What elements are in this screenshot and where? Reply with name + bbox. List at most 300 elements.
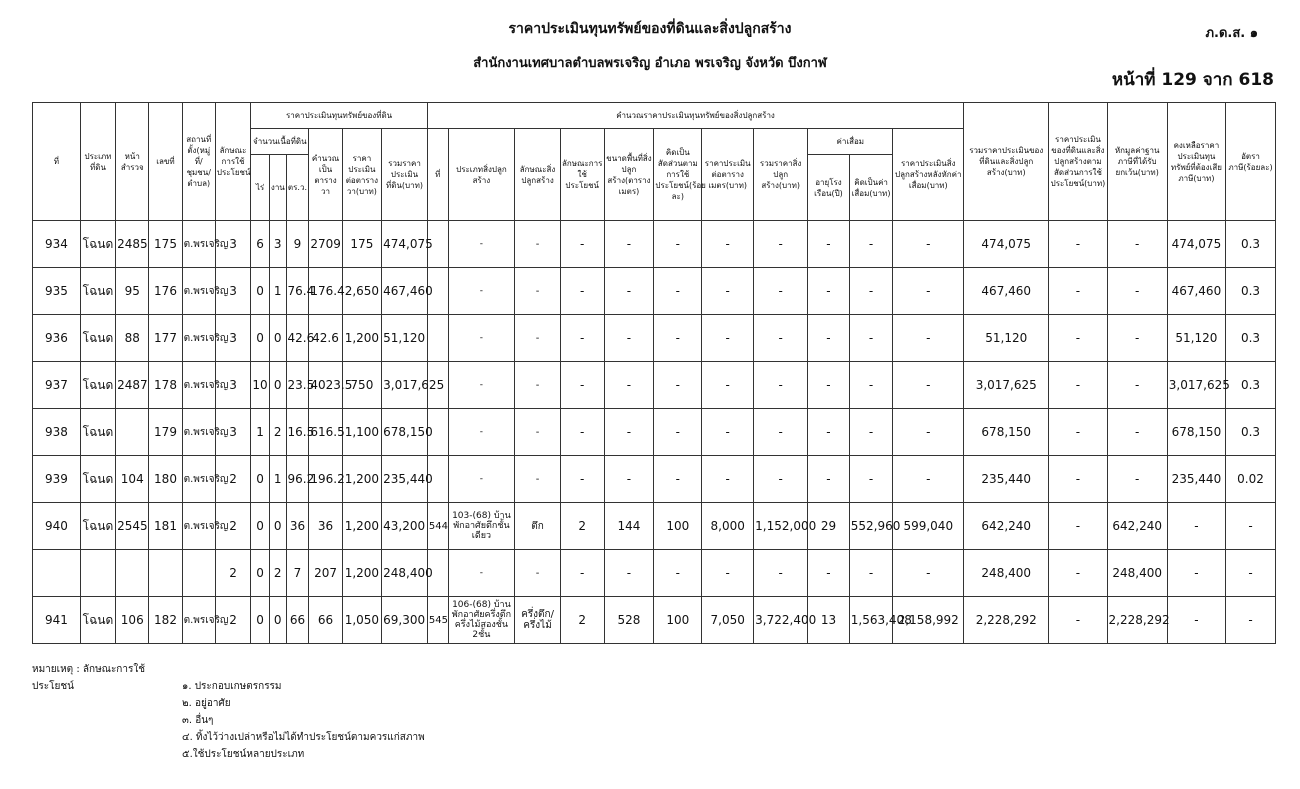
cell-survey-page — [116, 409, 149, 456]
cell-bld-no: 545 — [427, 597, 448, 644]
cell-survey-page: 2487 — [116, 362, 149, 409]
cell-grand-total: 3,017,625 — [964, 362, 1049, 409]
cell-bld-use: - — [560, 550, 604, 597]
cell-bld-total: - — [754, 409, 808, 456]
col-rai: ไร่ — [251, 155, 270, 221]
col-location: สถานที่ตั้ง(หมู่ที่/ชุมชน/ตำบล) — [182, 103, 215, 221]
cell-rai: 10 — [251, 362, 270, 409]
cell-bld-use: - — [560, 268, 604, 315]
col-rate: อัตราภาษี(ร้อยละ) — [1225, 103, 1275, 221]
cell-rate: 0.3 — [1225, 221, 1275, 268]
cell-grand-total: 51,120 — [964, 315, 1049, 362]
cell-taxable: 235,440 — [1167, 456, 1225, 503]
footnote-line — [32, 661, 425, 695]
col-survey-page: หน้าสำรวจ — [116, 103, 149, 221]
cell-land-type: โฉนด — [80, 456, 115, 503]
col-land-total: รวมราคาประเมินที่ดิน(บาท) — [382, 129, 428, 221]
cell-proportion: - — [1049, 268, 1107, 315]
cell-bld-price: - — [702, 362, 754, 409]
cell-deduction: 248,400 — [1107, 550, 1167, 597]
table-row — [33, 597, 1276, 644]
cell-ngan: 2 — [269, 409, 286, 456]
cell-no: 941 — [33, 597, 81, 644]
cell-bld-kind: ตึก — [515, 503, 561, 550]
cell-no: 937 — [33, 362, 81, 409]
cell-bld-price: - — [702, 409, 754, 456]
cell-bld-size: - — [604, 409, 654, 456]
col-taxable: คงเหลือราคาประเมินทุนทรัพย์ที่ต้องเสียภาษี(บาท) — [1167, 103, 1225, 221]
cell-wa: 7 — [286, 550, 309, 597]
table-row — [33, 503, 1276, 550]
cell-survey-page: 2485 — [116, 221, 149, 268]
cell-land-total: 235,440 — [382, 456, 428, 503]
cell-bld-price: 8,000 — [702, 503, 754, 550]
cell-survey-page: 106 — [116, 597, 149, 644]
col-grand-total: รวมราคาประเมินของที่ดินและสิ่งปลูกสร้าง(บาท) — [964, 103, 1049, 221]
col-dep-amount: คิดเป็นค่าเสื่อม(บาท) — [849, 155, 893, 221]
cell-bld-use: - — [560, 409, 604, 456]
cell-bld-kind: - — [515, 315, 561, 362]
cell-grand-total: 235,440 — [964, 456, 1049, 503]
cell-no: 936 — [33, 315, 81, 362]
cell-location: ต.พรเจริญ — [182, 315, 215, 362]
cell-land-type: โฉนด — [80, 597, 115, 644]
cell-deduction: - — [1107, 221, 1167, 268]
report-subtitle: สำนักงานเทศบาลตำบลพรเจริญ อำเภอ พรเจริญ จังหวัด บึงกาฬ — [473, 56, 827, 71]
cell-bld-size: - — [604, 550, 654, 597]
footnote-item: ๑. ประกอบเกษตรกรรม — [182, 681, 282, 692]
cell-number: 180 — [149, 456, 182, 503]
cell-bld-size: - — [604, 456, 654, 503]
cell-ngan: 0 — [269, 315, 286, 362]
cell-proportion: - — [1049, 503, 1107, 550]
cell-sqwa: 66 — [309, 597, 342, 644]
col-bld-use: ลักษณะการใช้ประโยชน์ — [560, 129, 604, 221]
footnotes — [32, 661, 425, 763]
cell-grand-total: 248,400 — [964, 550, 1049, 597]
cell-bld-type: - — [448, 221, 515, 268]
cell-proportion: - — [1049, 362, 1107, 409]
col-bld-kind: ลักษณะสิ่งปลูกสร้าง — [515, 129, 561, 221]
table-row — [33, 315, 1276, 362]
cell-sqwa: 4023.5 — [309, 362, 342, 409]
cell-land-total: 43,200 — [382, 503, 428, 550]
cell-bld-net: - — [893, 221, 964, 268]
cell-sqwa: 42.6 — [309, 315, 342, 362]
cell-use-type: 2 — [215, 597, 250, 644]
cell-wa: 9 — [286, 221, 309, 268]
cell-taxable: 3,017,625 — [1167, 362, 1225, 409]
cell-ngan: 3 — [269, 221, 286, 268]
col-group-building: คำนวณราคาประเมินทุนทรัพย์ของสิ่งปลูกสร้าง — [427, 103, 963, 129]
cell-bld-total: - — [754, 456, 808, 503]
cell-proportion: - — [1049, 409, 1107, 456]
col-land-type: ประเภทที่ดิน — [80, 103, 115, 221]
cell-ngan: 0 — [269, 597, 286, 644]
cell-rai: 0 — [251, 550, 270, 597]
cell-location: ต.พรเจริญ — [182, 409, 215, 456]
cell-bld-ratio: 100 — [654, 503, 702, 550]
cell-no: 939 — [33, 456, 81, 503]
cell-deduction: - — [1107, 409, 1167, 456]
cell-land-type: โฉนด — [80, 409, 115, 456]
cell-land-type: โฉนด — [80, 503, 115, 550]
cell-bld-net: - — [893, 315, 964, 362]
cell-bld-type: 106-(68) บ้านพักอาศัยครึ่งตึกครึ่งไม้สองชั้น 2ชั้น — [448, 597, 515, 644]
col-ngan: งาน — [269, 155, 286, 221]
cell-bld-kind: - — [515, 550, 561, 597]
cell-price-per-wa: 1,200 — [342, 503, 381, 550]
cell-bld-size: - — [604, 268, 654, 315]
cell-use-type: 3 — [215, 268, 250, 315]
cell-rai: 6 — [251, 221, 270, 268]
footnote-line — [32, 729, 425, 746]
cell-location: ต.พรเจริญ — [182, 503, 215, 550]
cell-use-type: 2 — [215, 456, 250, 503]
cell-taxable: 474,075 — [1167, 221, 1225, 268]
cell-bld-use: - — [560, 221, 604, 268]
col-bld-price: ราคาประเมินต่อตารางเมตร(บาท) — [702, 129, 754, 221]
cell-rate: 0.3 — [1225, 315, 1275, 362]
cell-dep-age: 13 — [808, 597, 850, 644]
cell-sqwa: 36 — [309, 503, 342, 550]
cell-proportion: - — [1049, 221, 1107, 268]
cell-use-type: 3 — [215, 221, 250, 268]
cell-no: 934 — [33, 221, 81, 268]
cell-grand-total: 678,150 — [964, 409, 1049, 456]
cell-wa: 76.4 — [286, 268, 309, 315]
cell-land-type: โฉนด — [80, 221, 115, 268]
cell-bld-total: - — [754, 268, 808, 315]
cell-rate: - — [1225, 503, 1275, 550]
cell-grand-total: 2,228,292 — [964, 597, 1049, 644]
cell-dep-age: - — [808, 409, 850, 456]
cell-bld-no — [427, 315, 448, 362]
cell-land-total: 248,400 — [382, 550, 428, 597]
cell-sqwa: 207 — [309, 550, 342, 597]
cell-bld-price: - — [702, 456, 754, 503]
footnote-item: ๓. อื่นๆ — [182, 715, 214, 726]
cell-dep-age: - — [808, 268, 850, 315]
cell-use-type: 2 — [215, 550, 250, 597]
col-group-land: ราคาประเมินทุนทรัพย์ของที่ดิน — [251, 103, 428, 129]
cell-land-total: 3,017,625 — [382, 362, 428, 409]
cell-price-per-wa: 1,050 — [342, 597, 381, 644]
cell-grand-total: 642,240 — [964, 503, 1049, 550]
col-no: ที่ — [33, 103, 81, 221]
cell-land-total: 51,120 — [382, 315, 428, 362]
cell-bld-type: - — [448, 315, 515, 362]
cell-taxable: - — [1167, 503, 1225, 550]
cell-bld-kind: - — [515, 409, 561, 456]
cell-wa: 42.6 — [286, 315, 309, 362]
cell-sqwa: 196.2 — [309, 456, 342, 503]
col-bld-size: ขนาดพื้นที่สิ่งปลูกสร้าง(ตารางเมตร) — [604, 129, 654, 221]
col-group-area: จำนวนเนื้อที่ดิน — [251, 129, 309, 155]
cell-survey-page: 88 — [116, 315, 149, 362]
cell-survey-page: 95 — [116, 268, 149, 315]
cell-deduction: - — [1107, 362, 1167, 409]
cell-deduction: 642,240 — [1107, 503, 1167, 550]
footnote-item: ๕.ใช้ประโยชน์หลายประเภท — [182, 749, 305, 760]
cell-bld-size: - — [604, 362, 654, 409]
cell-bld-kind: - — [515, 221, 561, 268]
form-code: ภ.ด.ส. ๑ — [1205, 26, 1258, 41]
cell-bld-net: 2,158,992 — [893, 597, 964, 644]
col-use-type: ลักษณะการใช้ประโยชน์ — [215, 103, 250, 221]
cell-bld-ratio: 100 — [654, 597, 702, 644]
table-row — [33, 268, 1276, 315]
col-bld-no: ที่ — [427, 129, 448, 221]
cell-bld-price: - — [702, 221, 754, 268]
cell-survey-page: 104 — [116, 456, 149, 503]
cell-bld-use: 2 — [560, 503, 604, 550]
cell-location: ต.พรเจริญ — [182, 456, 215, 503]
cell-bld-net: - — [893, 409, 964, 456]
cell-price-per-wa: 750 — [342, 362, 381, 409]
cell-proportion: - — [1049, 456, 1107, 503]
cell-dep-age: 29 — [808, 503, 850, 550]
col-sqwa: คำนวณเป็นตารางวา — [309, 129, 342, 221]
cell-number: 179 — [149, 409, 182, 456]
footnote-item: ๒. อยู่อาศัย — [182, 698, 231, 709]
cell-dep-age: - — [808, 315, 850, 362]
cell-land-total: 474,075 — [382, 221, 428, 268]
cell-dep-age: - — [808, 550, 850, 597]
cell-bld-net: - — [893, 550, 964, 597]
cell-ngan: 2 — [269, 550, 286, 597]
cell-location: ต.พรเจริญ — [182, 268, 215, 315]
cell-number: 178 — [149, 362, 182, 409]
cell-dep-amount: 552,960 — [849, 503, 893, 550]
cell-dep-age: - — [808, 362, 850, 409]
cell-rate: - — [1225, 597, 1275, 644]
footnote-label: หมายเหตุ : ลักษณะการใช้ประโยชน์ — [32, 664, 146, 692]
cell-bld-ratio: - — [654, 409, 702, 456]
col-bld-ratio: คิดเป็นสัดส่วนตามการใช้ประโยชน์(ร้อยละ) — [654, 129, 702, 221]
cell-taxable: 678,150 — [1167, 409, 1225, 456]
col-bld-total: รวมราคาสิ่งปลูกสร้าง(บาท) — [754, 129, 808, 221]
table-row — [33, 550, 1276, 597]
cell-location: ต.พรเจริญ — [182, 597, 215, 644]
cell-bld-net: - — [893, 456, 964, 503]
footnote-line — [32, 695, 425, 712]
cell-ngan: 0 — [269, 362, 286, 409]
table-row — [33, 456, 1276, 503]
cell-bld-type: - — [448, 362, 515, 409]
cell-proportion: - — [1049, 550, 1107, 597]
cell-sqwa: 2709 — [309, 221, 342, 268]
cell-bld-use: - — [560, 315, 604, 362]
cell-dep-age: - — [808, 456, 850, 503]
cell-deduction: 2,228,292 — [1107, 597, 1167, 644]
col-wa: ตร.ว. — [286, 155, 309, 221]
cell-use-type: 3 — [215, 362, 250, 409]
cell-rai: 0 — [251, 456, 270, 503]
cell-dep-amount: - — [849, 221, 893, 268]
col-group-depreciation: ค่าเสื่อม — [808, 129, 893, 155]
cell-deduction: - — [1107, 268, 1167, 315]
cell-price-per-wa: 175 — [342, 221, 381, 268]
cell-survey-page — [116, 550, 149, 597]
cell-deduction: - — [1107, 456, 1167, 503]
footnote-line — [32, 712, 425, 729]
cell-ngan: 0 — [269, 503, 286, 550]
cell-price-per-wa: 2,650 — [342, 268, 381, 315]
col-bld-net: ราคาประเมินสิ่งปลูกสร้างหลังหักค่าเสื่อม(บาท) — [893, 129, 964, 221]
cell-bld-kind: - — [515, 362, 561, 409]
cell-deduction: - — [1107, 315, 1167, 362]
cell-sqwa: 176.4 — [309, 268, 342, 315]
cell-no — [33, 550, 81, 597]
cell-bld-total: 1,152,000 — [754, 503, 808, 550]
cell-dep-amount: - — [849, 550, 893, 597]
cell-bld-price: - — [702, 268, 754, 315]
page-indicator: หน้าที่ 129 จาก 618 — [1111, 70, 1274, 90]
cell-bld-net: - — [893, 268, 964, 315]
cell-use-type: 2 — [215, 503, 250, 550]
cell-bld-kind: ครึ่งตึก/ครึ่งไม้ — [515, 597, 561, 644]
cell-bld-size: 144 — [604, 503, 654, 550]
cell-dep-amount: - — [849, 315, 893, 362]
cell-bld-kind: - — [515, 268, 561, 315]
cell-bld-ratio: - — [654, 550, 702, 597]
col-number: เลขที่ — [149, 103, 182, 221]
cell-bld-price: 7,050 — [702, 597, 754, 644]
cell-bld-size: - — [604, 315, 654, 362]
cell-bld-total: - — [754, 550, 808, 597]
cell-number: 181 — [149, 503, 182, 550]
cell-bld-size: - — [604, 221, 654, 268]
cell-number — [149, 550, 182, 597]
cell-dep-amount: 1,563,408 — [849, 597, 893, 644]
cell-bld-price: - — [702, 315, 754, 362]
cell-bld-total: 3,722,400 — [754, 597, 808, 644]
cell-wa: 96.2 — [286, 456, 309, 503]
cell-bld-use: - — [560, 362, 604, 409]
cell-dep-amount: - — [849, 409, 893, 456]
col-dep-age: อายุโรงเรือน(ปี) — [808, 155, 850, 221]
cell-use-type: 3 — [215, 409, 250, 456]
cell-grand-total: 474,075 — [964, 221, 1049, 268]
report-title: ราคาประเมินทุนทรัพย์ของที่ดินและสิ่งปลูกสร้าง — [508, 21, 792, 37]
cell-rai: 0 — [251, 597, 270, 644]
cell-price-per-wa: 1,100 — [342, 409, 381, 456]
cell-sqwa: 616.5 — [309, 409, 342, 456]
col-price-per-wa: ราคาประเมินต่อตารางวา(บาท) — [342, 129, 381, 221]
cell-rate: - — [1225, 550, 1275, 597]
cell-ngan: 1 — [269, 456, 286, 503]
cell-price-per-wa: 1,200 — [342, 315, 381, 362]
cell-bld-ratio: - — [654, 221, 702, 268]
cell-land-total: 69,300 — [382, 597, 428, 644]
cell-location: ต.พรเจริญ — [182, 221, 215, 268]
col-bld-type: ประเภทสิ่งปลูกสร้าง — [448, 129, 515, 221]
cell-bld-ratio: - — [654, 362, 702, 409]
col-deduction: หักมูลค่าฐานภาษีที่ได้รับยกเว้น(บาท) — [1107, 103, 1167, 221]
cell-number: 182 — [149, 597, 182, 644]
cell-location: ต.พรเจริญ — [182, 362, 215, 409]
cell-land-total: 678,150 — [382, 409, 428, 456]
cell-rate: 0.3 — [1225, 268, 1275, 315]
cell-rate: 0.3 — [1225, 362, 1275, 409]
cell-rai: 0 — [251, 315, 270, 362]
cell-rate: 0.02 — [1225, 456, 1275, 503]
cell-bld-total: - — [754, 221, 808, 268]
cell-taxable: - — [1167, 550, 1225, 597]
cell-bld-use: - — [560, 456, 604, 503]
cell-land-type: โฉนด — [80, 315, 115, 362]
cell-taxable: 51,120 — [1167, 315, 1225, 362]
cell-bld-kind: - — [515, 456, 561, 503]
cell-bld-no: 544 — [427, 503, 448, 550]
cell-bld-net: 599,040 — [893, 503, 964, 550]
cell-proportion: - — [1049, 597, 1107, 644]
cell-no: 935 — [33, 268, 81, 315]
cell-dep-amount: - — [849, 268, 893, 315]
col-proportion: ราคาประเมินของที่ดินและสิ่งปลูกสร้างตามสัดส่วนการใช้ประโยชน์(บาท) — [1049, 103, 1107, 221]
cell-wa: 16.5 — [286, 409, 309, 456]
cell-rate: 0.3 — [1225, 409, 1275, 456]
cell-bld-type: - — [448, 268, 515, 315]
cell-use-type: 3 — [215, 315, 250, 362]
cell-bld-type: - — [448, 550, 515, 597]
cell-bld-total: - — [754, 315, 808, 362]
cell-wa: 36 — [286, 503, 309, 550]
cell-number: 176 — [149, 268, 182, 315]
footnote-item: ๔. ทิ้งไว้ว่างเปล่าหรือไม่ได้ทำประโยชน์ตามควรแก่สภาพ — [182, 732, 425, 743]
cell-grand-total: 467,460 — [964, 268, 1049, 315]
cell-location — [182, 550, 215, 597]
cell-no: 938 — [33, 409, 81, 456]
table-row — [33, 362, 1276, 409]
table-row — [33, 409, 1276, 456]
table-row — [33, 221, 1276, 268]
cell-bld-total: - — [754, 362, 808, 409]
cell-ngan: 1 — [269, 268, 286, 315]
cell-bld-net: - — [893, 362, 964, 409]
cell-bld-ratio: - — [654, 315, 702, 362]
cell-dep-amount: - — [849, 362, 893, 409]
cell-land-type: โฉนด — [80, 362, 115, 409]
cell-bld-use: 2 — [560, 597, 604, 644]
cell-wa: 23.5 — [286, 362, 309, 409]
cell-bld-type: - — [448, 456, 515, 503]
assessment-table — [32, 102, 1276, 644]
cell-number: 175 — [149, 221, 182, 268]
cell-bld-ratio: - — [654, 268, 702, 315]
cell-rai: 0 — [251, 503, 270, 550]
cell-price-per-wa: 1,200 — [342, 550, 381, 597]
cell-wa: 66 — [286, 597, 309, 644]
cell-dep-amount: - — [849, 456, 893, 503]
cell-rai: 1 — [251, 409, 270, 456]
cell-bld-ratio: - — [654, 456, 702, 503]
cell-taxable: 467,460 — [1167, 268, 1225, 315]
cell-price-per-wa: 1,200 — [342, 456, 381, 503]
cell-rai: 0 — [251, 268, 270, 315]
cell-land-type — [80, 550, 115, 597]
cell-land-total: 467,460 — [382, 268, 428, 315]
cell-bld-type: - — [448, 409, 515, 456]
footnote-line — [32, 746, 425, 763]
cell-dep-age: - — [808, 221, 850, 268]
cell-survey-page: 2545 — [116, 503, 149, 550]
cell-bld-type: 103-(68) บ้านพักอาศัยตึกชั้นเดียว — [448, 503, 515, 550]
cell-bld-price: - — [702, 550, 754, 597]
cell-land-type: โฉนด — [80, 268, 115, 315]
cell-no: 940 — [33, 503, 81, 550]
